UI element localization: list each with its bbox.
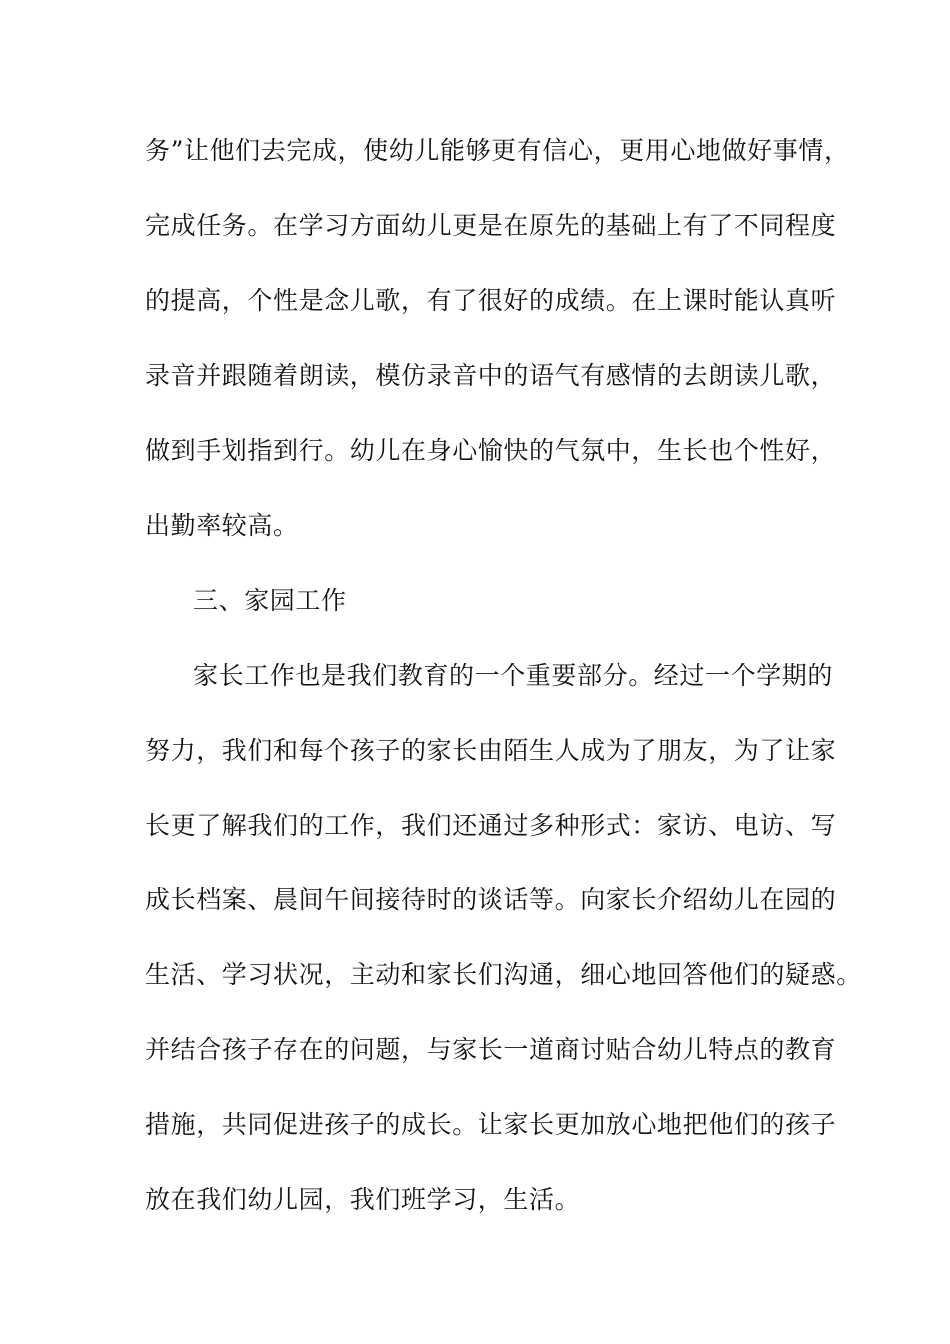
paragraph-line: 生活、学习状况，主动和家长们沟通，细心地回答他们的疑惑。 xyxy=(145,960,862,989)
paragraph-line: 出勤率较高。 xyxy=(145,511,299,540)
paragraph-line: 放在我们幼儿园，我们班学习，生活。 xyxy=(145,1185,581,1214)
paragraph-line: 长更了解我们的工作，我们还通过多种形式：家访、电访、写 xyxy=(145,811,837,840)
paragraph-line: 措施，共同促进孩子的成长。让家长更加放心地把他们的孩子 xyxy=(145,1110,837,1139)
paragraph-line: 成长档案、晨间午间接待时的谈话等。向家长介绍幼儿在园的 xyxy=(145,885,837,914)
paragraph-line: 的提高，个性是念儿歌，有了很好的成绩。在上课时能认真听 xyxy=(145,286,837,315)
paragraph-line: 家长工作也是我们教育的一个重要部分。经过一个学期的 xyxy=(193,661,834,690)
paragraph-line: 务”让他们去完成，使幼儿能够更有信心，更用心地做好事情， xyxy=(145,136,850,165)
paragraph-line: 做到手划指到行。幼儿在身心愉快的气氛中，生长也个性好， xyxy=(145,436,837,465)
paragraph-line: 录音并跟随着朗读，模仿录音中的语气有感情的去朗读儿歌， xyxy=(145,361,837,390)
paragraph-line: 完成任务。在学习方面幼儿更是在原先的基础上有了不同程度 xyxy=(145,211,837,240)
paragraph-line: 并结合孩子存在的问题，与家长一道商讨贴合幼儿特点的教育 xyxy=(145,1035,837,1064)
section-heading: 三、家园工作 xyxy=(193,586,347,615)
paragraph-line: 努力，我们和每个孩子的家长由陌生人成为了朋友，为了让家 xyxy=(145,736,837,765)
